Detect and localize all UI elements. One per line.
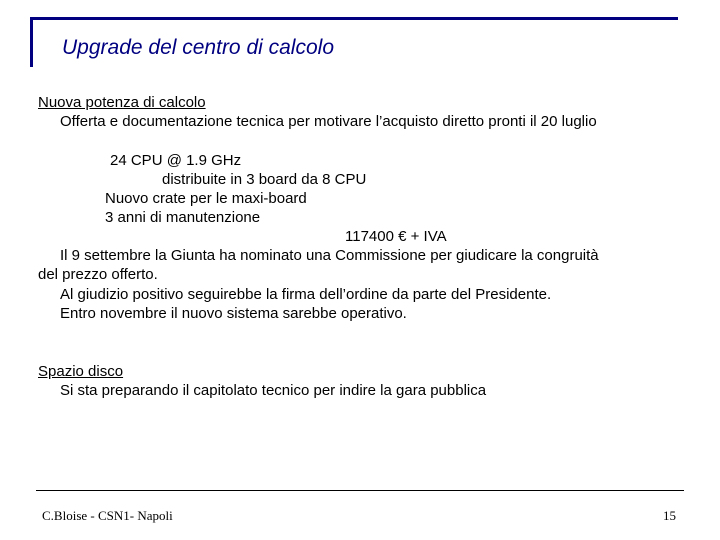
crate-text: Nuovo crate per le maxi-board — [105, 190, 307, 207]
section-heading-disk-space: Spazio disco — [38, 363, 124, 380]
footer-divider — [36, 490, 684, 491]
approval-text: Al giudizio positivo seguirebbe la firma dell’ordine da parte del Presidente. — [60, 286, 552, 303]
page-number: 15 — [663, 508, 676, 523]
footer-author: C.Bloise - CSN1- Napoli — [42, 508, 173, 523]
price-text: 117400 € + IVA — [345, 228, 447, 245]
section-heading-computing-power: Nuova potenza di calcolo — [38, 94, 206, 111]
tender-text: Si sta preparando il capitolato tecnico per indire la gara pubblica — [60, 382, 487, 399]
maintenance-text: 3 anni di manutenzione — [105, 209, 261, 226]
slide-title: Upgrade del centro di calcolo — [62, 36, 334, 59]
cpu-spec-text: 24 CPU @ 1.9 GHz — [110, 152, 242, 169]
offer-text: Offerta e documentazione tecnica per motivare l’acquisto diretto pronti il 20 luglio — [60, 113, 597, 130]
title-frame-top-border — [30, 17, 678, 20]
operational-text: Entro novembre il nuovo sistema sarebbe operativo. — [60, 305, 407, 322]
title-frame-left-border — [30, 17, 33, 67]
boards-text: distribuite in 3 board da 8 CPU — [162, 171, 367, 188]
committee-text-line2: del prezzo offerto. — [38, 266, 158, 283]
committee-text-line1: Il 9 settembre la Giunta ha nominato una Commissione per giudicare la congruità — [60, 247, 599, 264]
